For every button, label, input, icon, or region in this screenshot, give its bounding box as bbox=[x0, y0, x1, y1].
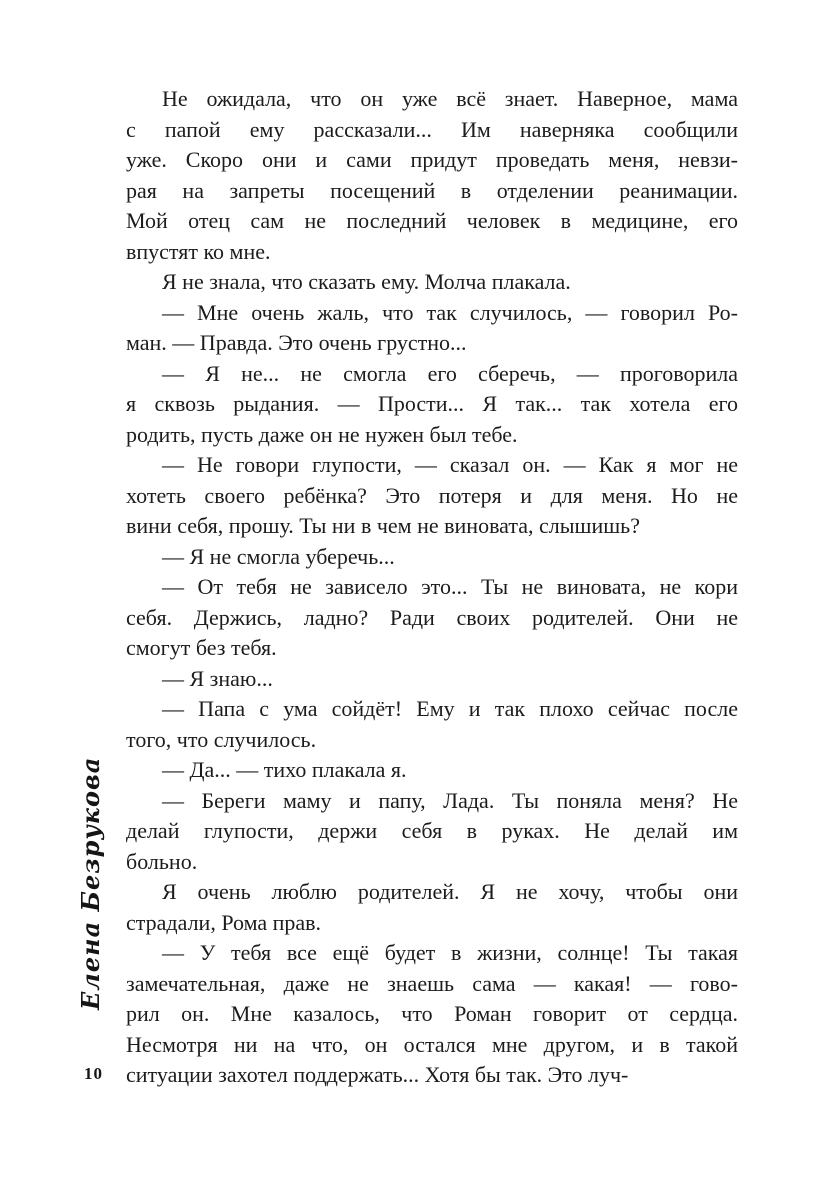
text-line: делай глупости, держи себя в руках. Не делай им bbox=[126, 818, 738, 843]
text-line: Я очень люблю родителей. Я не хочу, чтобы они bbox=[162, 879, 738, 904]
paragraph bbox=[126, 664, 738, 695]
text-line: — Я не смогла уберечь... bbox=[162, 543, 395, 569]
text-block bbox=[126, 84, 738, 1091]
text-line: с папой ему рассказали... Им наверняка сообщили bbox=[126, 116, 738, 142]
paragraph bbox=[126, 298, 738, 359]
paragraph bbox=[126, 877, 738, 938]
paragraph bbox=[126, 84, 738, 267]
text-line: — Да... — тихо плакала я. bbox=[162, 757, 407, 782]
text-line: — Я знаю... bbox=[162, 665, 273, 691]
text-line: Мой отец сам не последний человек в медицине, его bbox=[126, 208, 738, 233]
text-line: рая на запреты посещений в отделении реанимации. bbox=[126, 177, 738, 203]
paragraph bbox=[126, 359, 738, 451]
text-line: — От тебя не зависело это... Ты не виновата, не кори bbox=[162, 574, 738, 599]
text-line: Не ожидала, что он уже всё знает. Наверное, мама bbox=[162, 86, 738, 111]
author-signature: Елена Безрукова bbox=[76, 756, 105, 1010]
paragraph bbox=[126, 542, 738, 573]
paragraph bbox=[126, 450, 738, 542]
paragraph bbox=[126, 267, 738, 298]
paragraph bbox=[126, 786, 738, 878]
paragraph bbox=[126, 572, 738, 664]
text-line: — Береги маму и папу, Лада. Ты поняла меня? Не bbox=[162, 787, 738, 813]
text-line: страдали, Рома прав. bbox=[126, 909, 322, 935]
text-line: я сквозь рыдания. — Прости... Я так... так хотела его bbox=[126, 391, 738, 416]
text-line: — У тебя все ещё будет в жизни, солнце! Ты такая bbox=[162, 940, 738, 965]
text-line: Несмотря ни на что, он остался мне другом, и в такой bbox=[126, 1031, 738, 1057]
text-line: смогут без тебя. bbox=[126, 635, 277, 660]
text-line: — Не говори глупости, — сказал он. — Как я мог не bbox=[162, 452, 738, 477]
text-line: ман. — Правда. Это очень грустно... bbox=[126, 330, 467, 355]
text-line: хотеть своего ребёнка? Это потеря и для меня. Но не bbox=[126, 482, 738, 508]
text-line: Я не знала, что сказать ему. Молча плакала. bbox=[162, 269, 571, 294]
paragraph bbox=[126, 694, 738, 755]
text-line: ситуации захотел поддержать... Хотя бы так. Это луч- bbox=[126, 1062, 629, 1087]
text-line: уже. Скоро они и сами придут проведать меня, невзи- bbox=[126, 147, 738, 172]
text-line: родить, пусть даже он не нужен был тебе. bbox=[126, 421, 518, 447]
text-line: того, что случилось. bbox=[126, 726, 317, 752]
text-line: впустят ко мне. bbox=[126, 238, 271, 264]
text-line: вини себя, прошу. Ты ни в чем не виновата, слышишь? bbox=[126, 513, 640, 538]
text-line: себя. Держись, ладно? Ради своих родителей. Они не bbox=[126, 604, 738, 630]
page-number: 10 bbox=[84, 1064, 103, 1083]
text-line: рил он. Мне казалось, что Роман говорит от сердца. bbox=[126, 1001, 738, 1026]
text-line: больно. bbox=[126, 848, 198, 874]
text-line: — Мне очень жаль, что так случилось, — говорил Ро- bbox=[162, 299, 738, 325]
text-line: — Я не... не смогла его сберечь, — проговорила bbox=[162, 360, 738, 386]
paragraph bbox=[126, 755, 738, 786]
paragraph bbox=[126, 938, 738, 1091]
text-line: замечательная, даже не знаешь сама — какая! — гово- bbox=[126, 970, 738, 996]
text-line: — Папа с ума сойдёт! Ему и так плохо сейчас после bbox=[162, 696, 738, 721]
